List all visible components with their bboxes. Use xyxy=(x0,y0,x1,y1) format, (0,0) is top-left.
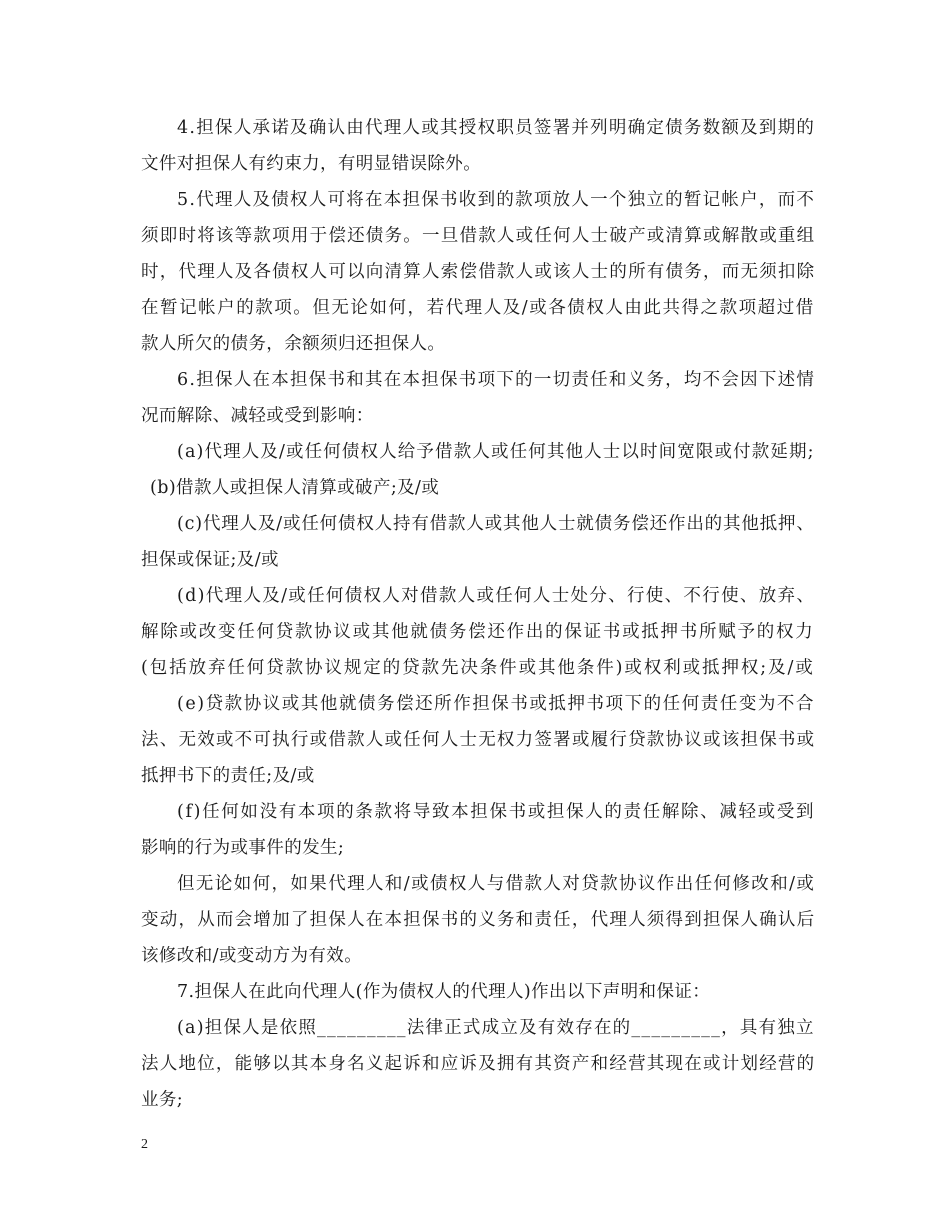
text-line: 5.代理人及债权人可将在本担保书收到的款项放人一个独立的暂记帐户，而不 xyxy=(177,190,816,210)
text-line: 在暂记帐户的款项。但无论如何，若代理人及/或各债权人由此共得之款项超过借 xyxy=(141,298,815,318)
text-line: 7.担保人在此向代理人(作为债权人的代理人)作出以下声明和保证： xyxy=(177,982,711,1002)
text-line: (a)代理人及/或任何债权人给予借款人或任何其他人士以时间宽限或付款延期; xyxy=(177,442,815,462)
text-line: (包括放弃任何贷款协议规定的贷款先决条件或其他条件)或权利或抵押权;及/或 xyxy=(141,658,815,678)
text-line: (e)贷款协议或其他就债务偿还所作担保书或抵押书项下的任何责任变为不合 xyxy=(177,694,816,714)
text-line: (f)任何如没有本项的条款将导致本担保书或担保人的责任解除、减轻或受到 xyxy=(177,802,816,822)
text-line: 4.担保人承诺及确认由代理人或其授权职员签署并列明确定债务数额及到期的 xyxy=(177,118,816,138)
text-line: 该修改和/或变动方为有效。 xyxy=(141,946,363,966)
text-line: 影响的行为或事件的发生; xyxy=(141,838,345,858)
text-line: (b)借款人或担保人清算或破产;及/或 xyxy=(150,478,440,498)
text-line: (c)代理人及/或任何债权人持有借款人或其他人士就债务偿还作出的其他抵押、 xyxy=(177,514,815,534)
page-number: 2 xyxy=(141,1137,148,1152)
text-line: (a)担保人是依照_________法律正式成立及有效存在的_________，具有独立 xyxy=(177,1018,815,1038)
text-line: 变动，从而会增加了担保人在本担保书的义务和责任，代理人须得到担保人确认后 xyxy=(141,910,816,930)
text-line: 抵押书下的责任;及/或 xyxy=(141,766,315,786)
text-line: 解除或改变任何贷款协议或其他就债务偿还作出的保证书或抵押书所赋予的权力 xyxy=(141,622,815,642)
text-line: 6.担保人在本担保书和其在本担保书项下的一切责任和义务，均不会因下述情 xyxy=(177,370,816,390)
text-line: 款人所欠的债务，余额须归还担保人。 xyxy=(141,334,446,354)
text-line: 担保或保证;及/或 xyxy=(141,550,279,570)
text-line: 时，代理人及各债权人可以向清算人索偿借款人或该人士的所有债务，而无须扣除 xyxy=(141,262,816,282)
text-line: (d)代理人及/或任何债权人对借款人或任何人士处分、行使、不行使、放弃、 xyxy=(177,586,816,606)
text-line: 文件对担保人有约束力，有明显错误除外。 xyxy=(141,154,482,174)
text-line: 法、无效或不可执行或借款人或任何人士无权力签署或履行贷款协议或该担保书或 xyxy=(141,730,816,750)
text-line: 须即时将该等款项用于偿还债务。一旦借款人或任何人士破产或清算或解散或重组 xyxy=(141,226,816,246)
text-line: 但无论如何，如果代理人和/或债权人与借款人对贷款协议作出任何修改和/或 xyxy=(177,874,816,894)
text-line: 法人地位，能够以其本身名义起诉和应诉及拥有其资产和经营其现在或计划经营的 xyxy=(141,1054,816,1074)
text-line: 业务; xyxy=(141,1090,184,1110)
text-line: 况而解除、减轻或受到影响： xyxy=(141,406,374,426)
